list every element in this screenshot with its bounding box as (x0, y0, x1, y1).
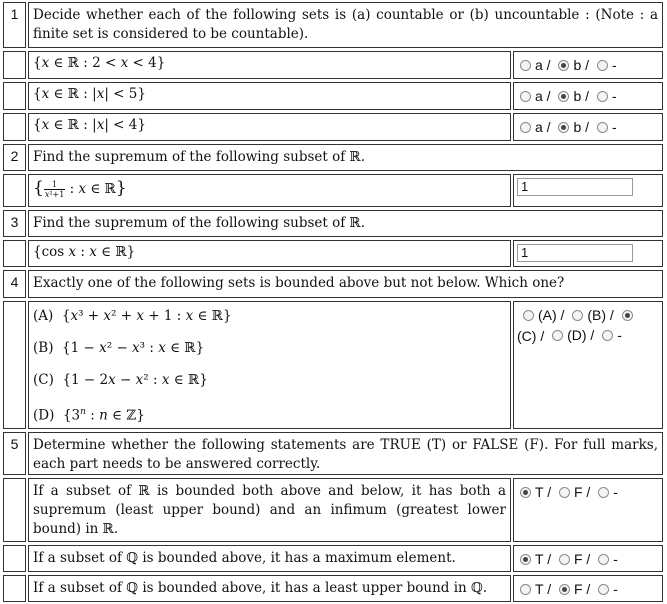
q5-answer-1 (513, 478, 663, 542)
option-true[interactable]: T / (520, 550, 551, 569)
radio-icon[interactable] (520, 122, 531, 133)
question-number-5: 5 (3, 432, 26, 475)
radio-icon[interactable] (520, 91, 531, 102)
radio-selected-icon[interactable] (622, 310, 633, 321)
q3-set: {cos x : x ∈ ℝ} (28, 240, 511, 267)
question-1-text: Decide whether each of the following sets is (a) countable or (b) uncountable : (Note : a finite set is considered to be countable). (28, 2, 663, 48)
row-spacer (3, 240, 26, 267)
q5-answer-2 (513, 545, 663, 572)
radio-icon[interactable] (523, 310, 534, 321)
radio-icon[interactable] (597, 91, 608, 102)
row-spacer (3, 478, 26, 542)
question-number-2: 2 (3, 144, 26, 171)
radio-icon[interactable] (598, 554, 609, 565)
question-number-1: 1 (3, 2, 26, 48)
option-b[interactable]: b / (558, 87, 589, 106)
radio-selected-icon[interactable] (559, 584, 570, 595)
question-4-text: Exactly one of the following sets is bounded above but not below. Which one? (28, 270, 663, 298)
q5-answer-3 (513, 575, 663, 602)
row-spacer (3, 545, 26, 572)
option-a[interactable]: (A) / (523, 306, 564, 325)
radio-icon[interactable] (520, 584, 531, 595)
q5-statement-1: If a subset of ℝ is bounded both above and below, it has both a supremum (least upper bound) and an infimum (greatest lower bound) in ℝ. (28, 478, 511, 542)
radio-icon[interactable] (602, 330, 613, 341)
radio-selected-icon[interactable] (558, 91, 569, 102)
q1-set-2: {x ∈ ℝ : |x| < 5} (28, 82, 511, 110)
q1-answer-2 (513, 82, 663, 110)
q5-statement-3: If a subset of ℚ is bounded above, it has a least upper bound in ℚ. (28, 575, 511, 602)
question-3-text: Find the supremum of the following subset of ℝ. (28, 210, 663, 237)
option-clear[interactable]: - (598, 483, 618, 502)
radio-icon[interactable] (597, 122, 608, 133)
choice-c: (C) {1 − 2x − x² : x ∈ ℝ} (33, 372, 208, 388)
radio-selected-icon[interactable] (558, 122, 569, 133)
q2-set: { $\frac{1}{\text{x²+1}}$ : x ∈ ℝ} (28, 174, 511, 207)
option-b[interactable]: b / (558, 56, 589, 75)
row-spacer (3, 301, 26, 429)
radio-selected-icon[interactable] (520, 487, 531, 498)
row-spacer (3, 82, 26, 110)
option-clear[interactable]: - (597, 87, 617, 106)
option-true[interactable]: T / (520, 483, 551, 502)
q3-answer-cell (513, 240, 663, 267)
radio-icon[interactable] (520, 60, 531, 71)
radio-icon[interactable] (597, 60, 608, 71)
option-clear[interactable]: - (598, 550, 618, 569)
option-b[interactable]: b / (558, 118, 589, 137)
option-false[interactable]: F / (559, 550, 590, 569)
option-a[interactable]: a / (520, 118, 551, 137)
radio-icon[interactable] (559, 554, 570, 565)
q5-statement-2: If a subset of ℚ is bounded above, it has a maximum element. (28, 545, 511, 572)
option-false[interactable]: F / (559, 483, 590, 502)
radio-icon[interactable] (598, 487, 609, 498)
row-spacer (3, 113, 26, 141)
option-clear[interactable]: - (597, 118, 617, 137)
q3-answer-input[interactable]: 1 (517, 244, 633, 262)
choice-b: (B) {1 − x² − x³ : x ∈ ℝ} (33, 340, 205, 356)
choice-d: (D) {3$^n$ : n ∈ ℤ} (33, 407, 145, 424)
q2-answer-input[interactable]: 1 (517, 178, 633, 196)
q1-set-1: {x ∈ ℝ : 2 < x < 4} (28, 51, 511, 79)
row-spacer (3, 174, 26, 207)
radio-icon[interactable] (559, 487, 570, 498)
row-spacer (3, 575, 26, 602)
question-number-4: 4 (3, 270, 26, 298)
question-2-text: Find the supremum of the following subset of ℝ. (28, 144, 663, 171)
option-c[interactable]: (C) / (517, 328, 545, 344)
q1-answer-1 (513, 51, 663, 79)
option-clear[interactable]: - (598, 580, 618, 599)
option-d[interactable]: (D) / (552, 326, 594, 345)
option-clear[interactable]: - (602, 326, 622, 345)
option-b[interactable]: (B) / (572, 306, 613, 325)
option-a[interactable]: a / (520, 56, 551, 75)
radio-selected-icon[interactable] (520, 554, 531, 565)
q4-choices (28, 301, 511, 429)
q4-answer (513, 301, 663, 429)
option-a[interactable]: a / (520, 87, 551, 106)
radio-icon[interactable] (572, 310, 583, 321)
choice-a: (A) {x³ + x² + x + 1 : x ∈ ℝ} (33, 308, 232, 324)
option-false[interactable]: F / (559, 580, 590, 599)
question-number-3: 3 (3, 210, 26, 237)
row-spacer (3, 51, 26, 79)
q1-set-3: {x ∈ ℝ : |x| < 4} (28, 113, 511, 141)
q1-answer-3 (513, 113, 663, 141)
question-5-text: Determine whether the following statements are TRUE (T) or FALSE (F). For full marks, each part needs to be answered correctly. (28, 432, 663, 475)
option-clear[interactable]: - (597, 56, 617, 75)
option-true[interactable]: T / (520, 580, 551, 599)
radio-selected-icon[interactable] (558, 60, 569, 71)
radio-icon[interactable] (552, 330, 563, 341)
q2-answer-cell (513, 174, 663, 207)
radio-icon[interactable] (598, 584, 609, 595)
